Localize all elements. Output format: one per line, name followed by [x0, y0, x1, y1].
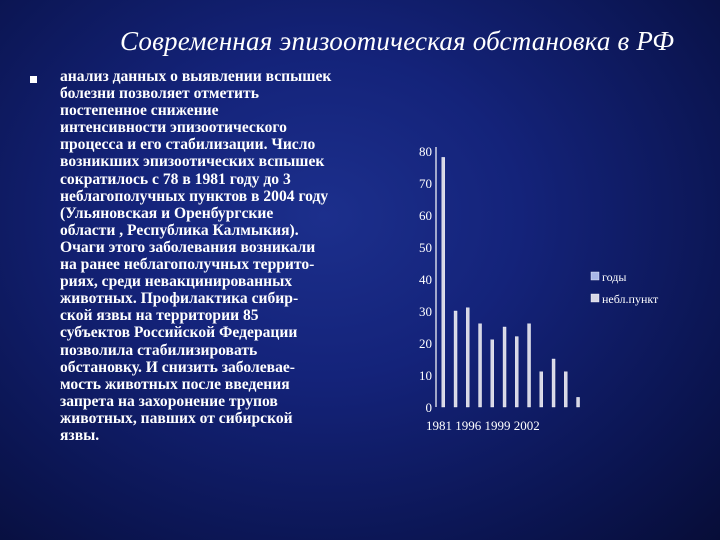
bar-points	[564, 372, 567, 407]
slide-title: Современная эпизоотическая обстановка в РФ	[120, 26, 675, 56]
legend-label-years: годы	[602, 270, 627, 284]
bar-points	[491, 340, 494, 407]
y-tick-label: 50	[419, 240, 432, 255]
bar-points	[515, 337, 518, 407]
bar-points	[454, 311, 457, 407]
bar-points	[528, 324, 531, 407]
legend-label-points: небл.пункт	[602, 292, 659, 306]
y-tick-label: 40	[419, 272, 432, 287]
bar-points	[503, 327, 506, 407]
bar-points	[442, 157, 445, 407]
bar-points	[552, 359, 555, 407]
y-tick-label: 0	[425, 400, 432, 415]
y-tick-label: 30	[419, 304, 432, 319]
y-tick-label: 20	[419, 336, 432, 351]
y-tick-label: 70	[419, 176, 432, 191]
legend-swatch-points	[591, 294, 599, 302]
legend-swatch-years	[591, 272, 599, 280]
y-tick-label: 60	[419, 208, 432, 223]
bar-points	[540, 372, 543, 407]
slide-body-text: анализ данных о выявлении вспышек болезни позволяет отметить постепенное снижение интенсивности эпизоотического процесса и его стабилизации. Число возникших эпизоотических вспышек сократилось с 78 в 1981 году до 3 неблагополучных пунктов в 2004 году (Ульяновская и Оренбургские области , Республика Калмыкия). Очаги этого заболевания возникали на ранее неблагополучных террито- риях, среди невакцинированных животных. Профилактика сибир- ской язвы на территории 85 субъектов Российской Федерации позволила стабилизировать обстановку. И снизить заболевае- мость животных после введения запрета на захоронение трупов животных, павших от сибирской язвы.	[60, 68, 332, 444]
y-tick-label: 80	[419, 144, 432, 159]
y-tick-label: 10	[419, 368, 432, 383]
bar-points	[577, 397, 580, 407]
bar-points	[466, 308, 469, 407]
bar-points	[479, 324, 482, 407]
x-category-labels: 1981 1996 1999 2002	[426, 418, 540, 433]
